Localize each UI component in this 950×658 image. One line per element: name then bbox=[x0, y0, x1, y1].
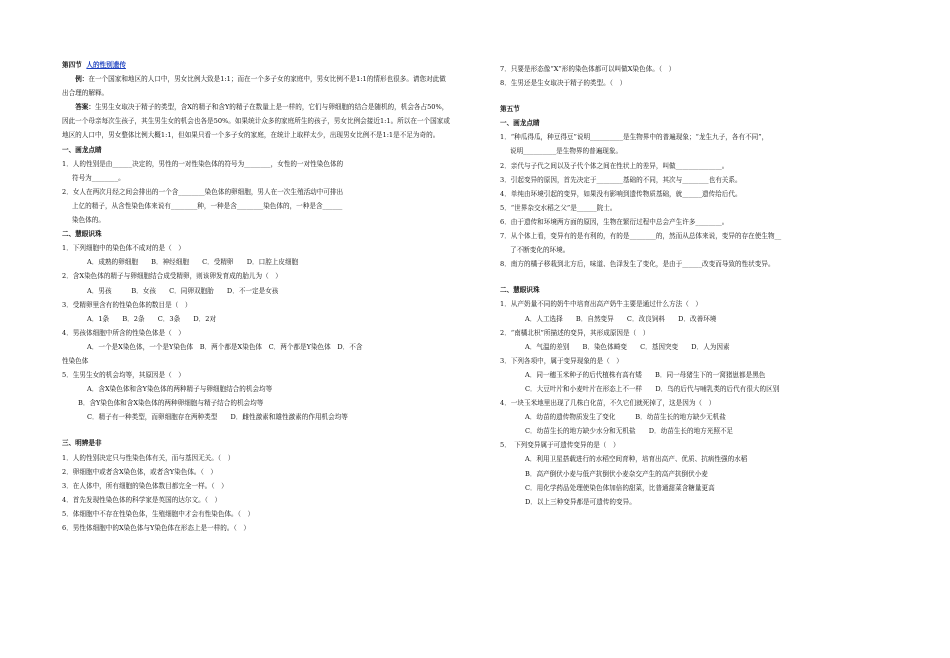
example-text: 在一个国家和地区的人口中，男女比例大致是1:1；而在一个多子女的家庭中，男女比例不是1:1的情形也很多。请您对此做出合理的解释。 bbox=[62, 75, 446, 98]
choice-question: 4．一块玉米地里出现了几株白化苗，不久它们就死掉了，这是因为（ ） bbox=[500, 399, 716, 408]
fill-question-cont: 染色体的。 bbox=[72, 216, 105, 225]
right-s2-heading: 二、慧眼识珠 bbox=[500, 286, 540, 295]
fill-question-cont: 说明__________是生物界的普遍现象。 bbox=[510, 147, 623, 156]
example-paragraph bbox=[62, 72, 452, 100]
right-s1-heading: 一、画龙点睛 bbox=[500, 119, 540, 128]
left-s3-heading: 三、明辨是非 bbox=[62, 439, 102, 448]
left-column bbox=[62, 58, 452, 535]
fill-question: 4．单纯由环境引起的变异，如果没有影响到遗传物质基础，就______遗传给后代。 bbox=[500, 189, 742, 198]
judge-question: 6．男性体细胞中的X染色体与Y染色体在形态上是一样的。（ ） bbox=[62, 524, 250, 532]
choice-question: 5．生男生女的机会均等，其原因是（ ） bbox=[62, 371, 185, 380]
choice-question: 4．男孩体细胞中所含的性染色体是（ ） bbox=[62, 328, 185, 337]
choice-options: A．1条 B．2条 C．3条 D．2对 bbox=[87, 314, 217, 323]
judge-question: 2．卵细胞中或者含X染色体，或者含Y染色体。（ ） bbox=[62, 467, 218, 476]
judge-question: 5．体细胞中不存在性染色体，生殖细胞中才会有性染色体。（ ） bbox=[62, 509, 255, 518]
answer-label: 答案： bbox=[75, 103, 95, 112]
choice-question: 2．含X染色体的精子与卵细胞结合成受精卵，则该卵发育成的胎儿为（ ） bbox=[62, 272, 282, 281]
choice-option: C．用化学药品处理使染色体加倍的甜菜，比普通甜菜含糖量更高 bbox=[525, 483, 715, 492]
choice-question: 1．从产奶量不同的奶牛中培育出高产奶牛主要是通过什么方法（ ） bbox=[500, 300, 703, 309]
choice-options: A．气温的差别 B．染色体畸变 C．基因突变 D．人为因素 bbox=[525, 342, 730, 351]
fill-question: 8．南方的橘子移栽到北方后，味道、色泽发生了变化，是由于______改变而导致的性状变异。 bbox=[500, 260, 775, 269]
section-5-heading: 第五节 bbox=[500, 105, 520, 114]
left-s1-heading: 一、画龙点睛 bbox=[62, 145, 102, 154]
choice-option: A．同一穗玉米种子的后代植株有高有矮 B．同一母猪生下的一窝猪崽都是黑色 bbox=[525, 370, 766, 379]
choice-question: 5． 下列变异属于可遗传变异的是（ ） bbox=[500, 441, 620, 450]
fill-question-cont: 了不断变化的环境。 bbox=[510, 246, 570, 255]
left-s2-heading: 二、慧眼识珠 bbox=[62, 230, 102, 239]
choice-option: A．幼苗的遗传物质发生了变化 B．幼苗生长的地方缺少无机盐 bbox=[525, 413, 726, 422]
choice-option: C．幼苗生长的地方缺少水分和无机盐 D．幼苗生长的地方光照不足 bbox=[525, 427, 734, 436]
section-4-title-link[interactable]: 人的性别遗传 bbox=[86, 61, 126, 69]
choice-options: A．男孩 B．女孩 C．同卵双胞胎 D．不一定是女孩 bbox=[87, 286, 279, 295]
judge-question: 1．人的性别决定只与性染色体有关，而与基因无关。（ ） bbox=[62, 453, 235, 462]
choice-option: C．大豆叶片和小麦叶片在形态上不一样 D．鸟的后代与哺乳类的后代有很大的区别 bbox=[525, 384, 780, 393]
fill-question: 1．“种瓜得瓜，种豆得豆”说明__________是生物界中的普遍现象；“龙生九子，各有不同”， bbox=[500, 133, 769, 142]
answer-paragraph bbox=[62, 100, 452, 142]
example-label: 例： bbox=[75, 75, 89, 84]
choice-option: A．含X染色体和含Y染色体的两种精子与卵细胞结合的机会均等 bbox=[87, 385, 273, 394]
fill-question: 3．引起变异的原因，首先决定于________基础的不同，其次与________也有关系。 bbox=[500, 175, 742, 184]
judge-question: 7．只要是形态像“X”形的染色体都可以叫做X染色体。（ ） bbox=[500, 65, 676, 73]
choice-options: A．成熟的卵细胞 B．神经细胞 C．受精卵 D．口腔上皮细胞 bbox=[87, 258, 299, 267]
choice-option: B．含Y染色体和含X染色体的两种卵细胞与精子结合的机会均等 bbox=[78, 399, 264, 408]
choice-options-cont: 性染色体 bbox=[62, 356, 89, 365]
choice-question: 1．下列细胞中的染色体不成对的是（ ） bbox=[62, 244, 185, 253]
right-column bbox=[500, 62, 892, 509]
choice-options: A．一个是X染色体，一个是Y染色体 B．两个都是X染色体 C．两个都是Y染色体 D．不含 bbox=[87, 342, 363, 351]
choice-question: 2．“南橘北枳”所描述的变异，其形成原因是（ ） bbox=[500, 328, 650, 337]
judge-question: 3．在人体中，所有细胞的染色体数目都完全一样。（ ） bbox=[62, 481, 228, 490]
choice-option: C．精子有一种类型，而卵细胞存在两种类型 D．雌性激素和雄性激素的作用机会均等 bbox=[87, 413, 348, 422]
section-4-label: 第四节 bbox=[62, 61, 82, 69]
choice-option: A．利用卫星搭载进行的水稻空间育种，培育出高产、优质、抗病性强的水稻 bbox=[525, 455, 748, 464]
answer-text: 生男生女取决于精子的类型，含X的精子和含Y的精子在数量上是一样的，它们与卵细胞的结合是随机的，机会各占50%，因此一个母亲每次生孩子，其生男生女的机会也各是50%。如果统计众多的家庭所生的孩子，男女比例会接近1:1。所以在一个国家或地区的人口中，男女整体比例大概1:1，但如果只看一个多子女的家庭，在统计上取样太少，出现男女比例不是1:1是不足为奇的。 bbox=[62, 103, 450, 140]
choice-question: 3．受精卵里含有的性染色体的数目是（ ） bbox=[62, 300, 192, 309]
fill-question: 6．由于遗传和环境两方面的原因，生物在繁衍过程中总会产生许多________。 bbox=[500, 217, 729, 226]
section-4-heading bbox=[62, 58, 452, 72]
fill-question-cont: 符号为________。 bbox=[72, 173, 125, 182]
choice-option: D．以上三种变异都是可遗传的变异。 bbox=[525, 497, 636, 506]
fill-question: 2．亲代与子代之间以及子代个体之间在性状上的差异，叫做______________。 bbox=[500, 161, 729, 170]
judge-question: 4．首先发现性染色体的科学家是英国的达尔文。（ ） bbox=[62, 495, 222, 504]
fill-question: 7．从个体上看，变异有的是有利的，有的是________的，然而从总体来说，变异的存在使生物__ bbox=[500, 232, 782, 241]
choice-options: A．人工选择 B．自然变异 C．改良饲料 D．改善环境 bbox=[525, 314, 717, 323]
judge-question: 8．生男还是生女取决于精子的类型。（ ） bbox=[500, 79, 627, 88]
fill-question-cont: 上亿的精子，从含性染色体来说有________种，一种是含________染色体的，一种是含______ bbox=[72, 201, 343, 210]
fill-question: 2．女人在两次月经之间会排出的一个含________染色体的卵细胞，男人在一次生殖活动中可排出 bbox=[62, 187, 344, 196]
fill-question: 5．“世界杂交水稻之父”是______院士。 bbox=[500, 203, 617, 212]
choice-option: B．高产倒伏小麦与低产抗倒伏小麦杂交产生的高产抗倒伏小麦 bbox=[525, 469, 708, 478]
fill-question: 1．人的性别是由______决定的，男性的一对性染色体的符号为________，女性的一对性染色体的 bbox=[62, 159, 344, 168]
choice-question: 3．下列各项中，属于变异现象的是（ ） bbox=[500, 356, 623, 365]
